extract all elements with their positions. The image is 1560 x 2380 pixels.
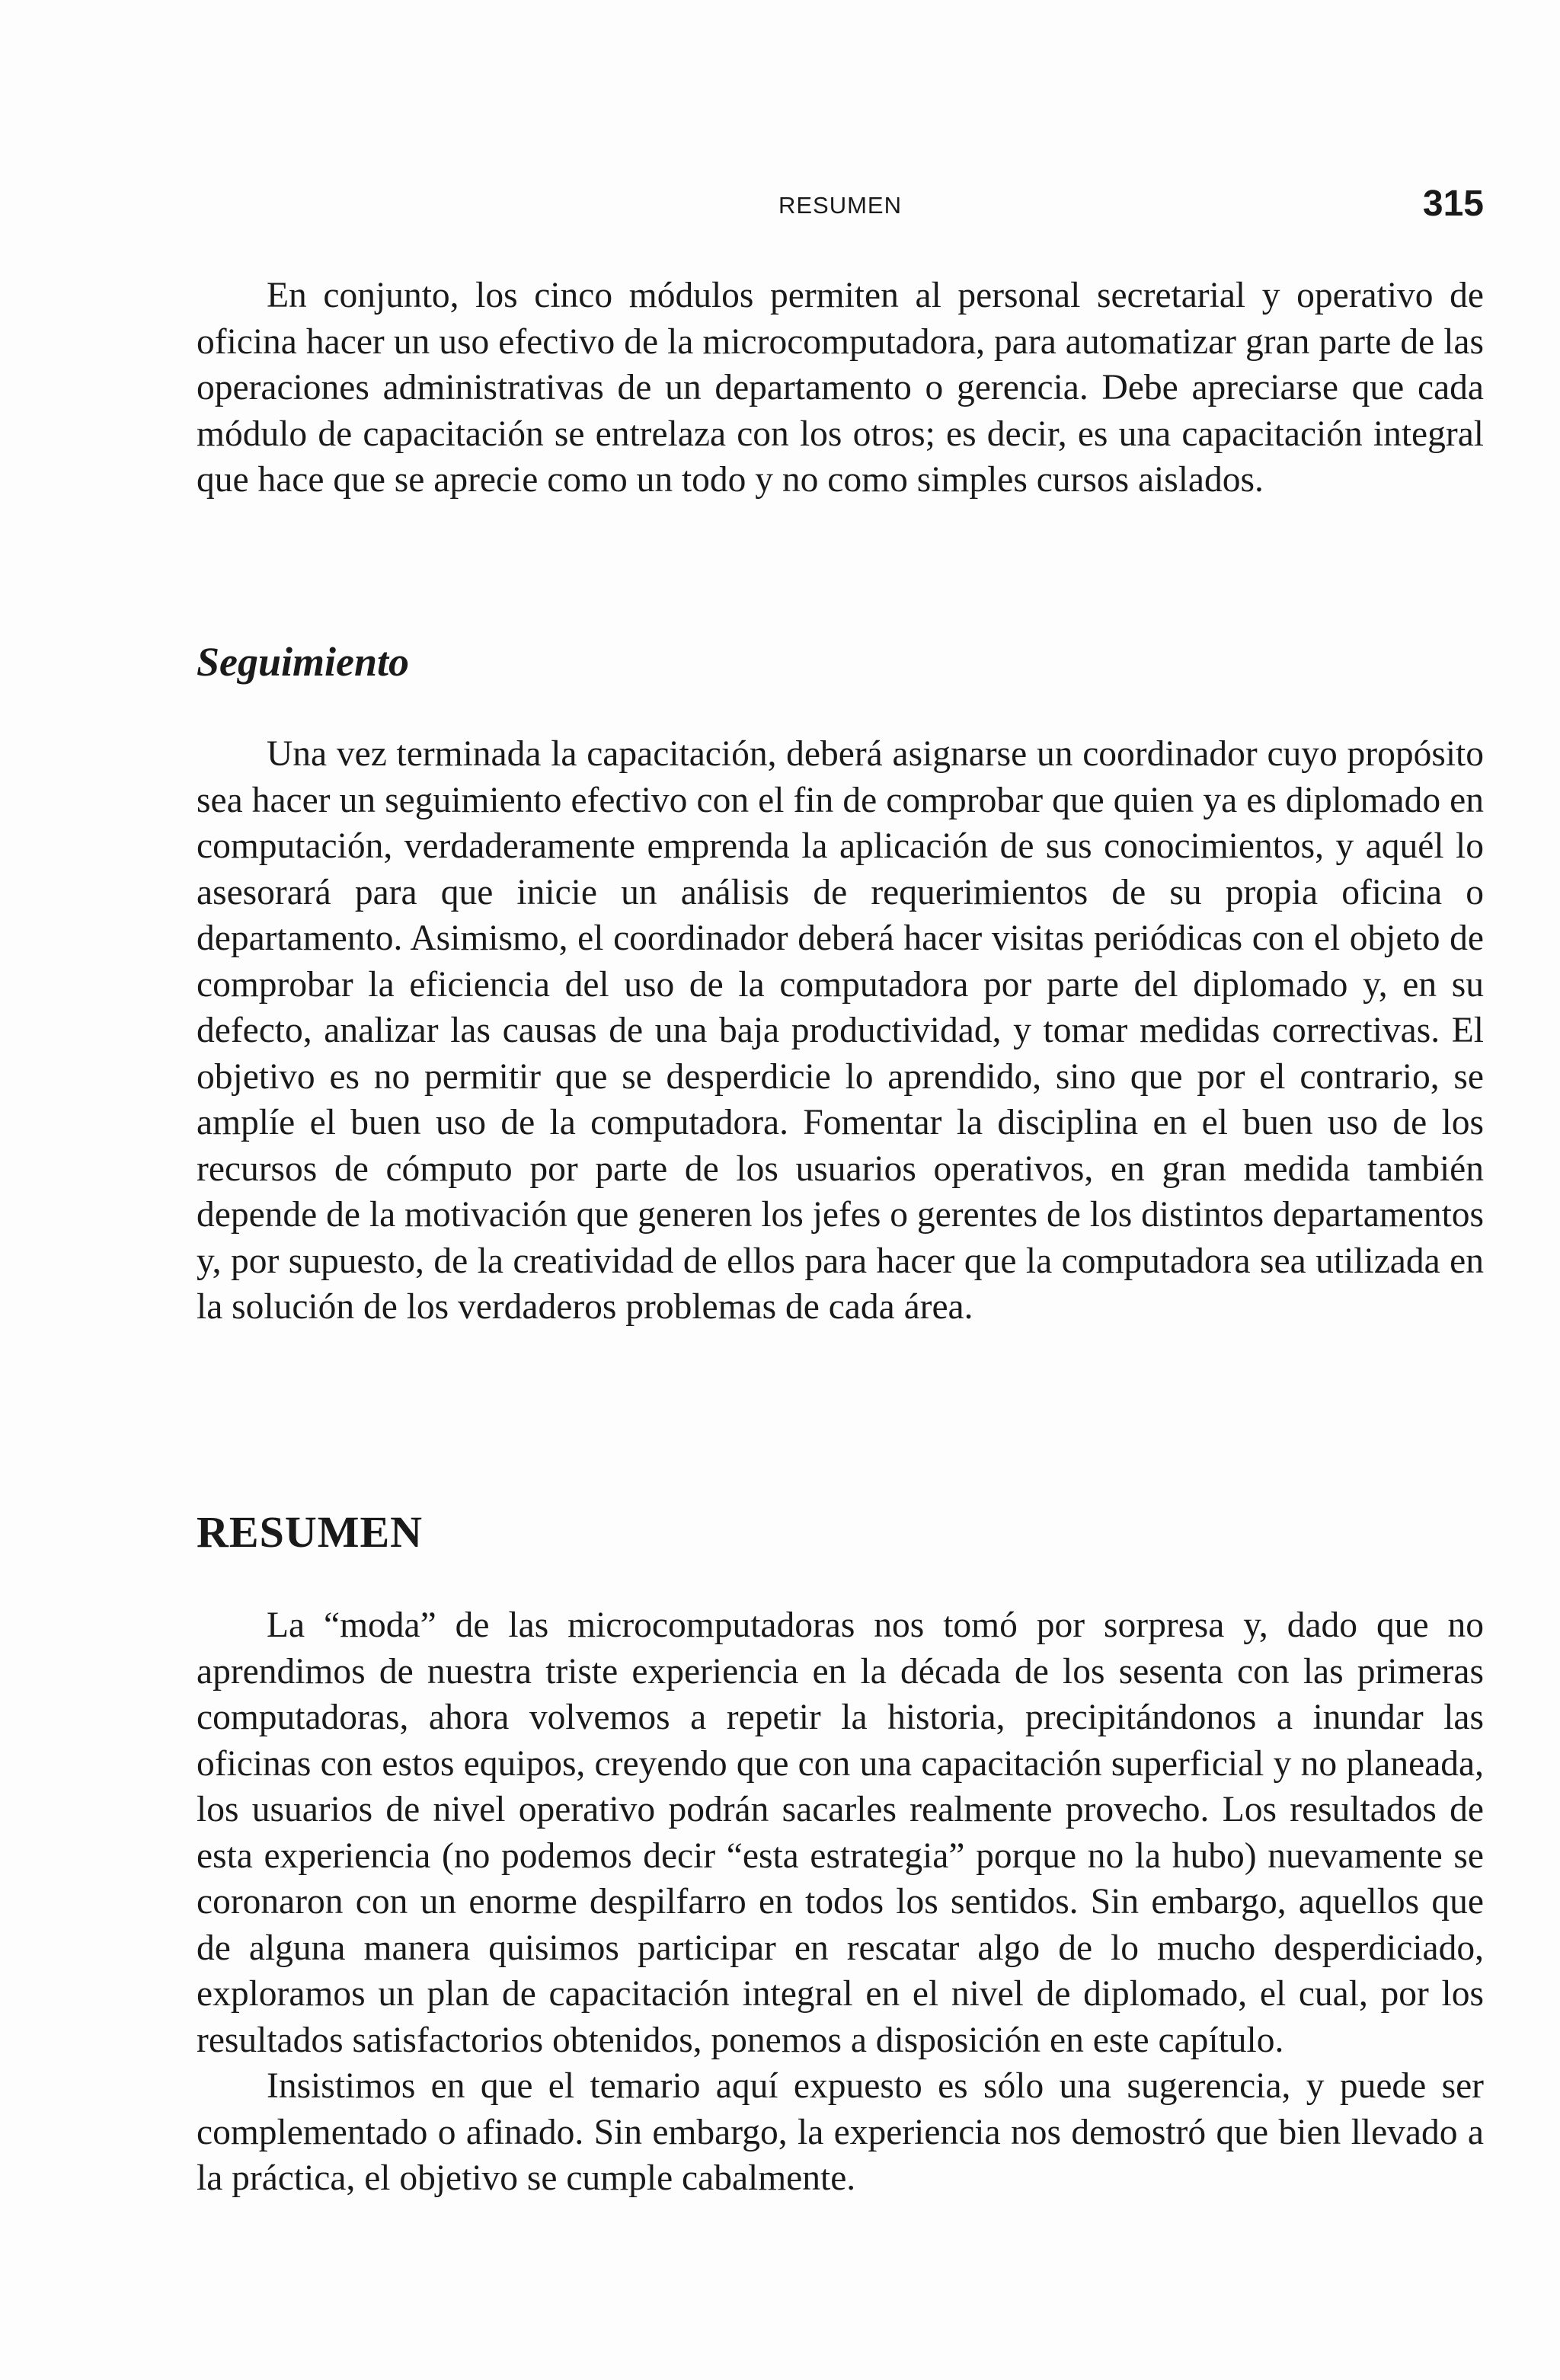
section-heading-seguimiento: Seguimiento	[197, 639, 410, 685]
resumen-paragraph-1: La “moda” de las microcomputadoras nos tomó por sorpresa y, dado que no aprendimos de nuestra triste experiencia en la década de los sesenta con las primeras computadoras, ahora volvemos a repetir la historia, precipitándonos a inundar las oficinas con estos equipos, creyendo que con una capacitación superficial y no planeada, los usuarios de nivel operativo podrán sacarles realmente provecho. Los resultados de esta experiencia (no podemos decir “esta estrategia” porque no la hubo) nuevamente se coronaron con un enorme despilfarro en todos los sentidos. Sin embargo, aquellos que de alguna manera quisimos participar en rescatar algo de lo mucho desperdiciado, exploramos un plan de capacitación integral en el nivel de diplomado, el cual, por los resultados satisfactorios obtenidos, ponemos a disposición en este capítulo.	[197, 1605, 1484, 2060]
intro-section	[197, 273, 1484, 503]
intro-paragraph: En conjunto, los cinco módulos permiten al personal secretarial y operativo de oficina hacer un uso efectivo de la microcomputadora, para automatizar gran parte de las operaciones administrativas de un departamento o gerencia. Debe apreciarse que cada módulo de capacitación se entrelaza con los otros; es decir, es una capacitación integral que hace que se aprecie como un todo y no como simples cursos aislados.	[197, 276, 1484, 500]
seguimiento-section	[197, 731, 1484, 1331]
resumen-paragraph-2: Insistimos en que el temario aquí expuesto es sólo una sugerencia, y puede ser complementado o afinado. Sin embargo, la experiencia nos demostró que bien llevado a la práctica, el objetivo se cumple cabalmente.	[197, 2066, 1484, 2198]
resumen-section	[197, 1602, 1484, 2202]
running-head-title: RESUMEN	[778, 192, 902, 219]
seguimiento-paragraph: Una vez terminada la capacitación, deberá asignarse un coordinador cuyo propósito sea hacer un seguimiento efectivo con el fin de comprobar que quien ya es diplomado en computación, verdaderamente emprenda la aplicación de sus conocimientos, y aquél lo asesorará para que inicie un análisis de requerimientos de su propia oficina o departamento. Asimismo, el coordinador deberá hacer visitas periódicas con el objeto de comprobar la eficiencia del uso de la computadora por parte del diplomado y, en su defecto, analizar las causas de una baja productividad, y tomar medidas correctivas. El objetivo es no permitir que se desperdicie lo aprendido, sino que por el contrario, se amplíe el buen uso de la computadora. Fomentar la disciplina en el buen uso de los recursos de cómputo por parte de los usuarios operativos, en gran medida también depende de la motivación que generen los jefes o gerentes de los distintos departamentos y, por supuesto, de la creatividad de ellos para hacer que la computadora sea utilizada en la solución de los verdaderos problemas de cada área.	[197, 734, 1484, 1327]
running-header	[197, 183, 1484, 228]
page-number: 315	[1422, 184, 1484, 224]
section-heading-resumen: RESUMEN	[197, 1507, 424, 1557]
